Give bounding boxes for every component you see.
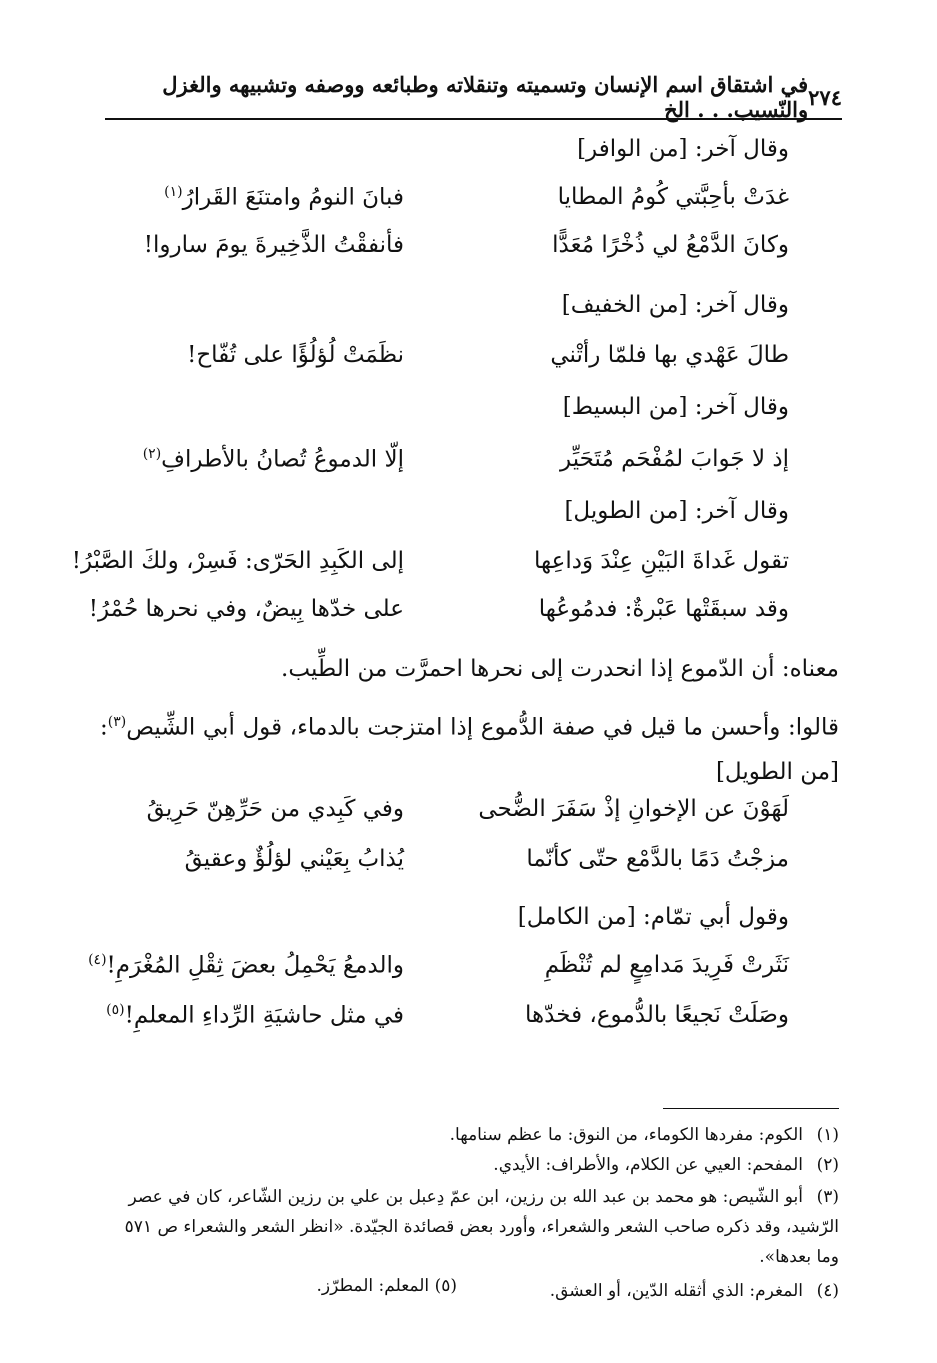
footnote: (٢)المفحم: العيي عن الكلام، والأطراف: الأيدي. bbox=[493, 1155, 839, 1175]
poem-intro: وقال آخر: [من الخفيف] bbox=[561, 292, 789, 318]
footnote-rule bbox=[663, 1108, 839, 1109]
verse-line bbox=[100, 184, 789, 220]
verse-hemistich: فبانَ النومُ وامتنَعَ القَرارُ$^{(١)}$ bbox=[164, 184, 404, 211]
verse-hemistich: فأنفقْتُ الذَّخِيرةَ يومَ ساروا! bbox=[143, 232, 404, 258]
verse-hemistich: على خدّها بِيضٌ، وفي نحرها حُمْرُ! bbox=[88, 596, 404, 622]
verse-hemistich: نَثَرتْ فَرِيدَ مَدامِعٍ لم تُنْظَمِ bbox=[544, 952, 789, 978]
footnote: (٣)أبو الشّيص: هو محمد بن عبد الله بن رزين، ابن عمّ دِعبل بن علي بن رزين الشّاعر، كان في عصر الرّشيد، وقد ذكره صاحب الشعر والشعراء، وأورد بعض قصائدة الجيّدة. «انظر الشعر والشعراء ص ٥٧١ وما بعدها». bbox=[124, 1187, 839, 1267]
footnote: (١)الكوم: مفردها الكوماء، من النوق: ما عظم سنامها. bbox=[449, 1125, 839, 1145]
verse-line bbox=[100, 342, 789, 378]
verse-hemistich: وقد سبقَتْها عَبْرةٌ: فدمُوعُها bbox=[538, 596, 789, 622]
poem-intro: وقال آخر: [من الطويل] bbox=[564, 498, 789, 524]
header-rule bbox=[105, 118, 842, 120]
footnote-marker: (٥) bbox=[106, 1002, 125, 1018]
verse-line bbox=[71, 548, 789, 584]
running-header bbox=[105, 72, 842, 122]
poem-intro: وقول أبي تمّام: [من الكامل] bbox=[517, 904, 789, 930]
verse-hemistich: نظَمَتْ لُؤلُؤًا على تُفّاح! bbox=[187, 342, 404, 368]
footnote-marker: (١) bbox=[164, 184, 183, 200]
verse-hemistich: وكانَ الدَّمْعُ لي ذُخْرًا مُعَدًّا bbox=[552, 232, 789, 258]
verse-line bbox=[100, 796, 789, 832]
verse-hemistich: إذ لا جَوابَ لمُفْحَم مُتَحَيِّر bbox=[560, 446, 789, 472]
verse-hemistich: إلّا الدموعُ تُصانُ بالأطرافِ$^{(٢)}$ bbox=[142, 446, 404, 473]
verse-hemistich: طالَ عَهْدي بها فلمّا رأتْني bbox=[550, 342, 789, 368]
footnote: (٥) المعلم: المطرّز. bbox=[316, 1276, 457, 1296]
verse-hemistich: إلى الكَبِدِ الحَرّى: فَسِرْ، ولكَ الصَّبْرُ! bbox=[71, 548, 404, 574]
verse-line bbox=[88, 952, 789, 988]
commentary-text: معناه: أن الدّموع إذا انحدرت إلى نحرها احمرَّت من الطِّيب. bbox=[281, 656, 839, 682]
verse-line bbox=[100, 846, 789, 882]
footnote: (٤)المغرم: الذي أثقله الدّين، أو العشق. bbox=[549, 1281, 839, 1301]
chapter-title: في اشتقاق اسم الإنسان وتسميته وتنقلاته وطبائعه ووصفه وتشبيهه والغزل والنّسيب. . . الخ bbox=[162, 72, 809, 122]
verse-hemistich: وفي كَبِدي من حَرِّهِنّ حَرِيقُ bbox=[146, 796, 404, 822]
verse-hemistich: لَهَوْنَ عن الإخوانِ إذْ سَفَرَ الضُّحى bbox=[478, 796, 789, 822]
poem-intro: وقال آخر: [من البسيط] bbox=[562, 394, 789, 420]
verse-hemistich: تقول غَداةَ البَيْنِ عِنْدَ وَداعِها bbox=[533, 548, 789, 574]
verse-hemistich: وصَلَتْ نَجيعًا بالدُّموع، فخدّها bbox=[525, 1002, 789, 1028]
verse-hemistich: غدَتْ بأحِبَّتي كُومُ المطايا bbox=[557, 184, 789, 210]
footnote-marker: (٣) bbox=[107, 714, 127, 730]
verse-line bbox=[100, 1002, 789, 1038]
verse-hemistich: يُذابُ بِعَيْني لؤلُؤٌ وعقيقُ bbox=[184, 846, 404, 872]
verse-hemistich: والدمعُ يَحْمِلُ بعضَ ثِقْلِ المُغْرَمِ!$^{(٤)}$ bbox=[88, 952, 404, 979]
commentary-paragraph: قالوا: وأحسن ما قيل في صفة الدُّموع إذا امتزجت بالدماء، قول أبي الشِّيص$^{(٣)}$: [من الطويل] bbox=[100, 714, 840, 785]
footnote-marker: (٤) bbox=[88, 952, 107, 968]
poem-intro: وقال آخر: [من الوافر] bbox=[577, 136, 789, 162]
verse-line bbox=[100, 232, 789, 268]
footnote-marker: (٢) bbox=[142, 446, 162, 462]
verse-hemistich: مزجْتُ دَمًا بالدَّمْع حتّى كأنّما bbox=[526, 846, 789, 872]
page-number: ٢٧٤ bbox=[808, 84, 842, 110]
verse-line bbox=[88, 596, 789, 632]
verse-hemistich: في مثل حاشيَةِ الرِّداءِ المعلمِ!$^{(٥)}$ bbox=[106, 1002, 404, 1029]
verse-line bbox=[100, 446, 789, 482]
